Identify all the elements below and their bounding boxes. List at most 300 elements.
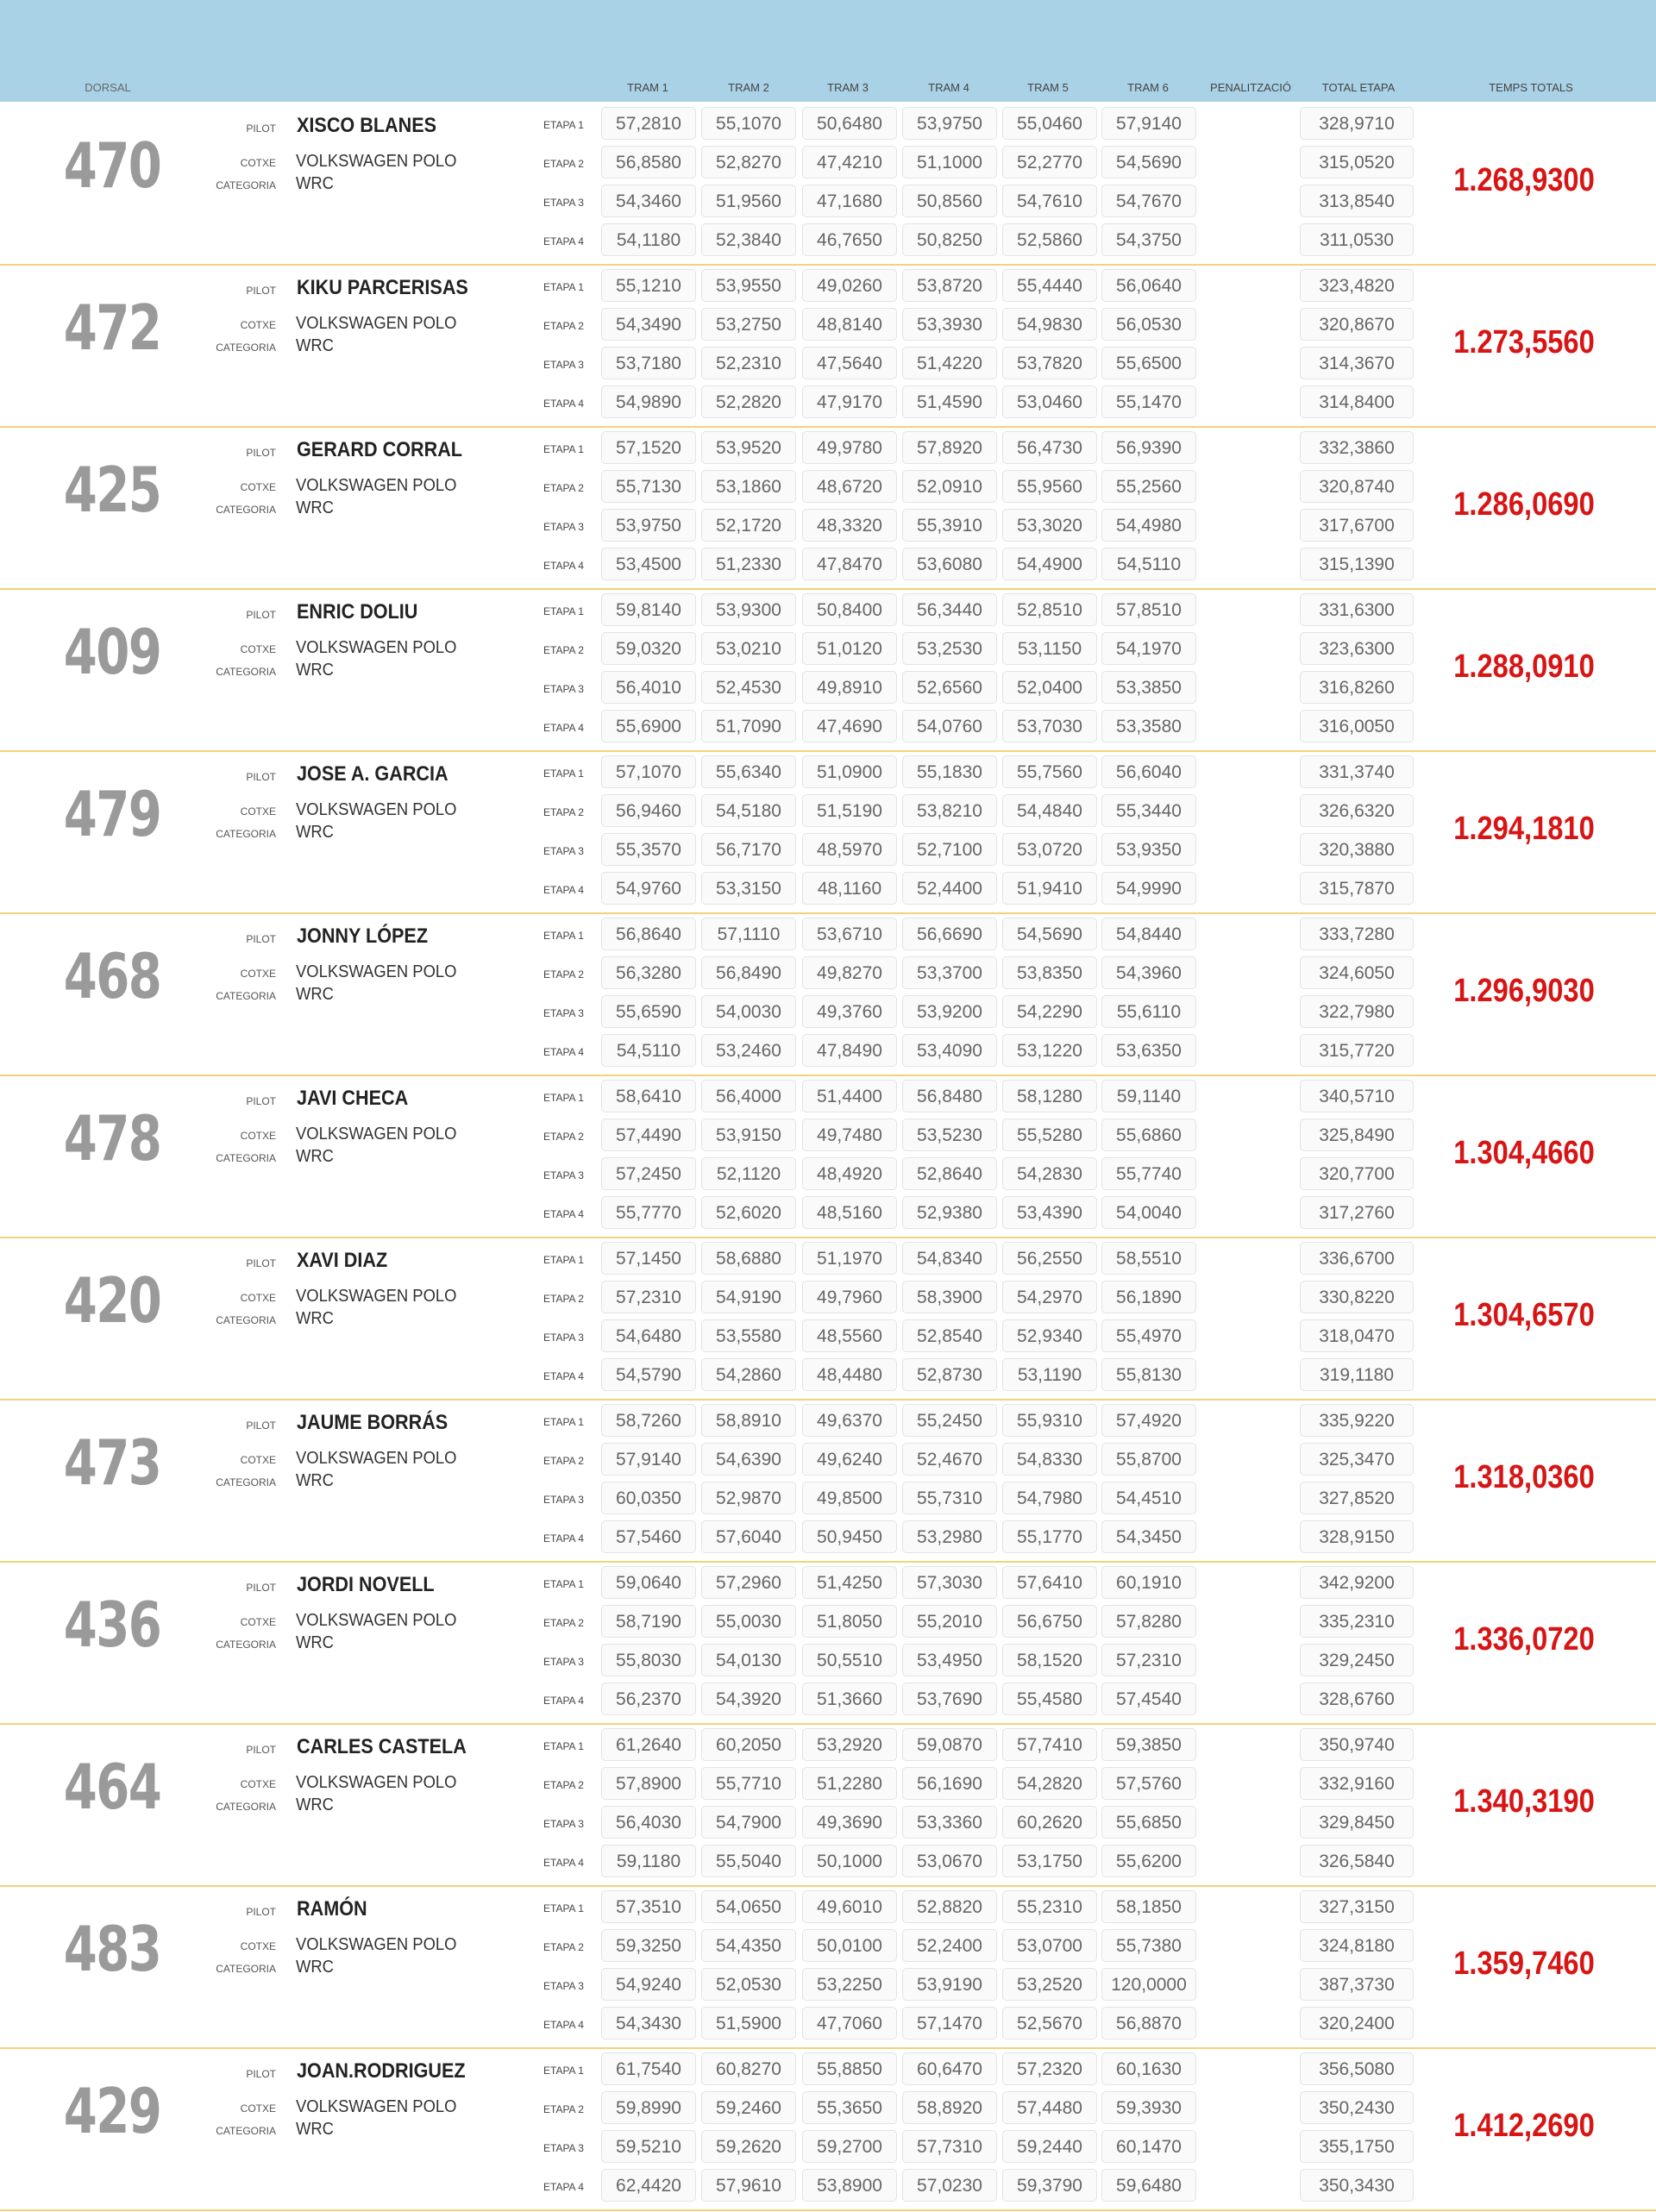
total-etapa-cell: 330,8220 bbox=[1300, 1281, 1414, 1313]
total-etapa-cell: 327,3150 bbox=[1300, 1890, 1414, 1923]
tram-time-cell: 54,0130 bbox=[701, 1644, 796, 1676]
tram-time-cell: 53,9550 bbox=[701, 269, 796, 302]
cotxe-value: VOLKSWAGEN POLO bbox=[296, 1125, 457, 1144]
etapa-label: ETAPA 4 bbox=[543, 235, 584, 248]
tram-time-cell: 52,5670 bbox=[1002, 2007, 1097, 2040]
tram-time-cell: 52,5860 bbox=[1002, 223, 1097, 256]
tram-time-cell: 52,1720 bbox=[701, 509, 796, 542]
tram-time-cell: 48,3320 bbox=[802, 509, 897, 542]
tram-time-cell: 53,0460 bbox=[1002, 385, 1097, 418]
etapa-row bbox=[543, 306, 1423, 342]
categoria-value: WRC bbox=[296, 498, 334, 517]
tram-time-cell: 53,3930 bbox=[902, 308, 997, 341]
tram-time-cell: 52,8820 bbox=[902, 1890, 997, 1923]
tram-time-cell: 53,0210 bbox=[701, 632, 796, 665]
tram-time-cell: 47,8470 bbox=[802, 548, 897, 580]
tram-time-cell: 57,4920 bbox=[1101, 1404, 1196, 1437]
tram-time-cell: 52,2310 bbox=[701, 347, 796, 379]
tram-time-cell: 54,4840 bbox=[1002, 794, 1097, 827]
tram-time-cell: 55,8130 bbox=[1101, 1358, 1196, 1391]
tram-time-cell: 57,6410 bbox=[1002, 1566, 1097, 1599]
tram-time-cell: 55,4580 bbox=[1002, 1682, 1097, 1715]
tram-time-cell: 53,9190 bbox=[902, 1968, 997, 2001]
etapa-label: ETAPA 2 bbox=[543, 1617, 584, 1629]
total-etapa-cell: 328,9710 bbox=[1300, 107, 1414, 140]
categoria-label: CATEGORIA bbox=[216, 1963, 276, 1975]
tram-time-cell: 53,7820 bbox=[1002, 347, 1097, 379]
tram-time-cell: 58,6880 bbox=[701, 1242, 796, 1275]
tram-time-cell: 57,2960 bbox=[701, 1566, 796, 1599]
categoria-label: CATEGORIA bbox=[216, 179, 276, 191]
total-etapa-cell: 328,9150 bbox=[1300, 1520, 1414, 1553]
tram-time-cell: 51,1970 bbox=[802, 1242, 897, 1275]
tram-time-cell: 52,6560 bbox=[902, 671, 997, 704]
etapa-row bbox=[543, 345, 1423, 381]
tram-time-cell: 59,2460 bbox=[701, 2091, 796, 2124]
etapa-row bbox=[543, 993, 1423, 1030]
total-etapa-cell: 319,1180 bbox=[1300, 1358, 1414, 1391]
etapa-row bbox=[543, 222, 1423, 258]
header-penalitzacio: PENALITZACIÓ bbox=[1210, 81, 1291, 94]
tram-time-cell: 57,9610 bbox=[701, 2169, 796, 2202]
tram-time-cell: 48,4920 bbox=[802, 1157, 897, 1190]
tram-time-cell: 53,6710 bbox=[802, 918, 897, 950]
tram-time-cell: 59,3850 bbox=[1101, 1728, 1196, 1761]
etapa-label: ETAPA 1 bbox=[543, 1902, 584, 1914]
tram-time-cell: 53,7690 bbox=[902, 1682, 997, 1715]
tram-time-cell: 48,8140 bbox=[802, 308, 897, 341]
result-block bbox=[0, 1725, 1656, 1887]
etapa-label: ETAPA 3 bbox=[543, 1169, 584, 1181]
dorsal-number: 429 bbox=[63, 2075, 161, 2147]
total-etapa-cell: 314,8400 bbox=[1300, 385, 1414, 418]
tram-time-cell: 57,1470 bbox=[902, 2007, 997, 2040]
tram-time-cell: 54,1180 bbox=[601, 223, 696, 256]
tram-time-cell: 50,0100 bbox=[802, 1929, 897, 1962]
tram-time-cell: 52,9380 bbox=[902, 1196, 997, 1229]
tram-time-cell: 54,5110 bbox=[1101, 548, 1196, 580]
tram-time-cell: 53,9750 bbox=[902, 107, 997, 140]
tram-time-cell: 58,7190 bbox=[601, 1605, 696, 1638]
result-block bbox=[0, 1076, 1656, 1238]
tram-time-cell: 54,5690 bbox=[1101, 146, 1196, 179]
tram-time-cell: 55,6850 bbox=[1101, 1806, 1196, 1839]
cotxe-value: VOLKSWAGEN POLO bbox=[296, 1773, 457, 1792]
tram-time-cell: 53,2980 bbox=[902, 1520, 997, 1553]
etapa-label: ETAPA 3 bbox=[543, 1656, 584, 1668]
tram-time-cell: 52,8510 bbox=[1002, 593, 1097, 626]
tram-time-cell: 55,6200 bbox=[1101, 1845, 1196, 1877]
categoria-label: CATEGORIA bbox=[216, 666, 276, 678]
tram-time-cell: 56,6040 bbox=[1101, 755, 1196, 788]
tram-time-cell: 54,9990 bbox=[1101, 872, 1196, 905]
temps-totals-value: 1.304,6570 bbox=[1453, 1297, 1595, 1333]
etapa-label: ETAPA 2 bbox=[543, 2103, 584, 2115]
tram-time-cell: 58,5510 bbox=[1101, 1242, 1196, 1275]
temps-totals-value: 1.318,0360 bbox=[1453, 1459, 1595, 1495]
tram-time-cell: 54,7670 bbox=[1101, 185, 1196, 217]
tram-time-cell: 51,1000 bbox=[902, 146, 997, 179]
tram-time-cell: 53,9750 bbox=[601, 509, 696, 542]
etapa-label: ETAPA 2 bbox=[543, 320, 584, 332]
temps-totals-value: 1.296,9030 bbox=[1453, 973, 1595, 1009]
tram-time-cell: 53,3850 bbox=[1101, 671, 1196, 704]
tram-time-cell: 51,9410 bbox=[1002, 872, 1097, 905]
pilot-label: PILOT bbox=[246, 1257, 276, 1269]
cotxe-value: VOLKSWAGEN POLO bbox=[296, 1449, 457, 1468]
etapa-label: ETAPA 3 bbox=[543, 359, 584, 371]
tram-time-cell: 54,4350 bbox=[701, 1929, 796, 1962]
tram-time-cell: 55,2310 bbox=[1002, 1890, 1097, 1923]
etapa-label: ETAPA 2 bbox=[543, 158, 584, 170]
total-etapa-cell: 335,9220 bbox=[1300, 1404, 1414, 1437]
etapa-label: ETAPA 1 bbox=[543, 768, 584, 780]
etapa-label: ETAPA 3 bbox=[543, 2142, 584, 2154]
header-tram-2: TRAM 2 bbox=[728, 81, 769, 94]
tram-time-cell: 51,9560 bbox=[701, 185, 796, 217]
tram-time-cell: 57,8920 bbox=[902, 431, 997, 464]
pilot-name: JONNY LÓPEZ bbox=[297, 924, 429, 948]
result-block bbox=[0, 1238, 1656, 1401]
tram-time-cell: 56,8580 bbox=[601, 146, 696, 179]
total-etapa-cell: 335,2310 bbox=[1300, 1605, 1414, 1638]
pilot-name: JOAN.RODRIGUEZ bbox=[297, 2059, 466, 2083]
tram-time-cell: 50,8250 bbox=[902, 223, 997, 256]
etapa-label: ETAPA 3 bbox=[543, 521, 584, 533]
total-etapa-cell: 387,3730 bbox=[1300, 1968, 1414, 2001]
tram-time-cell: 53,9350 bbox=[1101, 833, 1196, 866]
cotxe-label: COTXE bbox=[240, 643, 276, 655]
tram-time-cell: 54,8330 bbox=[1002, 1443, 1097, 1476]
tram-time-cell: 53,2530 bbox=[902, 632, 997, 665]
cotxe-label: COTXE bbox=[240, 2102, 276, 2115]
tram-time-cell: 54,0650 bbox=[701, 1890, 796, 1923]
tram-time-cell: 55,4440 bbox=[1002, 269, 1097, 302]
tram-time-cell: 55,5040 bbox=[701, 1845, 796, 1877]
etapa-row bbox=[543, 1765, 1423, 1802]
tram-time-cell: 56,4000 bbox=[701, 1080, 796, 1112]
etapa-label: ETAPA 3 bbox=[543, 683, 584, 695]
etapa-label: ETAPA 1 bbox=[543, 1254, 584, 1266]
tram-time-cell: 57,4480 bbox=[1002, 2091, 1097, 2124]
tram-time-cell: 49,8270 bbox=[802, 956, 897, 989]
cotxe-value: VOLKSWAGEN POLO bbox=[296, 1611, 457, 1630]
tram-time-cell: 51,7090 bbox=[701, 710, 796, 743]
temps-totals-value: 1.268,9300 bbox=[1453, 162, 1595, 198]
etapa-label: ETAPA 3 bbox=[543, 845, 584, 857]
total-etapa-cell: 315,0520 bbox=[1300, 146, 1414, 179]
result-block bbox=[0, 914, 1656, 1076]
cotxe-value: VOLKSWAGEN POLO bbox=[296, 1287, 457, 1306]
tram-time-cell: 52,2400 bbox=[902, 1929, 997, 1962]
tram-time-cell: 49,3760 bbox=[802, 995, 897, 1028]
pilot-label: PILOT bbox=[246, 933, 276, 945]
tram-time-cell: 57,1520 bbox=[601, 431, 696, 464]
total-etapa-cell: 323,4820 bbox=[1300, 269, 1414, 302]
tram-time-cell: 52,2820 bbox=[701, 385, 796, 418]
tram-time-cell: 56,1690 bbox=[902, 1767, 997, 1800]
dorsal-number: 436 bbox=[63, 1589, 161, 1661]
etapa-row bbox=[543, 1117, 1423, 1153]
tram-time-cell: 55,4970 bbox=[1101, 1319, 1196, 1352]
tram-time-cell: 59,1140 bbox=[1101, 1080, 1196, 1112]
tram-time-cell: 51,2280 bbox=[802, 1767, 897, 1800]
total-etapa-cell: 315,7870 bbox=[1300, 872, 1414, 905]
dorsal-number: 425 bbox=[63, 454, 161, 526]
tram-time-cell: 53,3360 bbox=[902, 1806, 997, 1839]
header-tram-3: TRAM 3 bbox=[827, 81, 869, 94]
pilot-label: PILOT bbox=[246, 609, 276, 621]
etapa-row bbox=[543, 1804, 1423, 1840]
tram-time-cell: 57,2310 bbox=[601, 1281, 696, 1313]
temps-totals-value: 1.304,4660 bbox=[1453, 1135, 1595, 1171]
etapa-label: ETAPA 1 bbox=[543, 1416, 584, 1428]
etapa-label: ETAPA 3 bbox=[543, 197, 584, 209]
tram-time-cell: 55,1470 bbox=[1101, 385, 1196, 418]
categoria-label: CATEGORIA bbox=[216, 1801, 276, 1813]
tram-time-cell: 55,3910 bbox=[902, 509, 997, 542]
tram-time-cell: 54,9830 bbox=[1002, 308, 1097, 341]
cotxe-value: VOLKSWAGEN POLO bbox=[296, 962, 457, 981]
etapa-row bbox=[543, 1357, 1423, 1393]
total-etapa-cell: 329,2450 bbox=[1300, 1644, 1414, 1676]
tram-time-cell: 55,7770 bbox=[601, 1196, 696, 1229]
tram-time-cell: 54,5180 bbox=[701, 794, 796, 827]
total-etapa-cell: 325,3470 bbox=[1300, 1443, 1414, 1476]
tram-time-cell: 52,3840 bbox=[701, 223, 796, 256]
tram-time-cell: 60,8270 bbox=[701, 2052, 796, 2085]
cotxe-label: COTXE bbox=[240, 157, 276, 169]
etapa-row bbox=[543, 1194, 1423, 1231]
tram-time-cell: 59,1180 bbox=[601, 1845, 696, 1877]
etapa-row bbox=[543, 2167, 1423, 2203]
tram-time-cell: 50,1000 bbox=[802, 1845, 897, 1877]
tram-time-cell: 57,3030 bbox=[902, 1566, 997, 1599]
tram-time-cell: 55,8700 bbox=[1101, 1443, 1196, 1476]
etapa-label: ETAPA 2 bbox=[543, 1941, 584, 1953]
tram-time-cell: 54,3920 bbox=[701, 1682, 796, 1715]
tram-time-cell: 48,1160 bbox=[802, 872, 897, 905]
tram-time-cell: 59,8990 bbox=[601, 2091, 696, 2124]
etapa-row bbox=[543, 267, 1423, 304]
cotxe-label: COTXE bbox=[240, 968, 276, 980]
cotxe-value: VOLKSWAGEN POLO bbox=[296, 800, 457, 819]
tram-time-cell: 53,4090 bbox=[902, 1034, 997, 1067]
tram-time-cell: 53,6350 bbox=[1101, 1034, 1196, 1067]
total-etapa-cell: 315,1390 bbox=[1300, 548, 1414, 580]
tram-time-cell: 48,5970 bbox=[802, 833, 897, 866]
tram-time-cell: 53,3150 bbox=[701, 872, 796, 905]
tram-time-cell: 55,6590 bbox=[601, 995, 696, 1028]
tram-time-cell: 56,1890 bbox=[1101, 1281, 1196, 1313]
total-etapa-cell: 317,2760 bbox=[1300, 1196, 1414, 1229]
tram-time-cell: 55,7130 bbox=[601, 470, 696, 503]
tram-time-cell: 59,2440 bbox=[1002, 2130, 1097, 2163]
tram-time-cell: 57,5460 bbox=[601, 1520, 696, 1553]
etapa-row bbox=[543, 384, 1423, 420]
etapa-row bbox=[543, 1927, 1423, 1964]
categoria-value: WRC bbox=[296, 1958, 334, 1977]
temps-totals-value: 1.412,2690 bbox=[1453, 2108, 1595, 2144]
tram-time-cell: 59,3250 bbox=[601, 1929, 696, 1962]
tram-time-cell: 55,8030 bbox=[601, 1644, 696, 1676]
etapa-label: ETAPA 3 bbox=[543, 1980, 584, 1992]
tram-time-cell: 47,5640 bbox=[802, 347, 897, 379]
etapa-label: ETAPA 1 bbox=[543, 930, 584, 942]
pilot-label: PILOT bbox=[246, 771, 276, 783]
etapa-label: ETAPA 4 bbox=[543, 1208, 584, 1220]
total-etapa-cell: 336,6700 bbox=[1300, 1242, 1414, 1275]
tram-time-cell: 56,7170 bbox=[701, 833, 796, 866]
tram-time-cell: 57,5760 bbox=[1101, 1767, 1196, 1800]
tram-time-cell: 58,1280 bbox=[1002, 1080, 1097, 1112]
pilot-label: PILOT bbox=[246, 285, 276, 297]
tram-time-cell: 49,0260 bbox=[802, 269, 897, 302]
etapa-label: ETAPA 4 bbox=[543, 1857, 584, 1869]
tram-time-cell: 54,0030 bbox=[701, 995, 796, 1028]
etapa-label: ETAPA 1 bbox=[543, 2065, 584, 2077]
total-etapa-cell: 333,7280 bbox=[1300, 918, 1414, 950]
etapa-label: ETAPA 1 bbox=[543, 605, 584, 617]
tram-time-cell: 54,3750 bbox=[1101, 223, 1196, 256]
result-block bbox=[0, 1887, 1656, 2049]
etapa-row bbox=[543, 1603, 1423, 1639]
tram-time-cell: 56,8480 bbox=[902, 1080, 997, 1112]
tram-time-cell: 49,8910 bbox=[802, 671, 897, 704]
temps-totals-value: 1.288,0910 bbox=[1453, 649, 1595, 685]
etapa-label: ETAPA 4 bbox=[543, 2181, 584, 2193]
result-block bbox=[0, 2049, 1656, 2211]
tram-time-cell: 55,9310 bbox=[1002, 1404, 1097, 1437]
tram-time-cell: 57,2310 bbox=[1101, 1644, 1196, 1676]
total-etapa-cell: 315,7720 bbox=[1300, 1034, 1414, 1067]
tram-time-cell: 54,3460 bbox=[601, 185, 696, 217]
tram-time-cell: 54,2970 bbox=[1002, 1281, 1097, 1313]
dorsal-number: 470 bbox=[63, 129, 161, 202]
etapa-row bbox=[543, 1156, 1423, 1192]
total-etapa-cell: 320,7700 bbox=[1300, 1157, 1414, 1190]
tram-time-cell: 57,7410 bbox=[1002, 1728, 1097, 1761]
pilot-name: GERARD CORRAL bbox=[297, 438, 462, 461]
tram-time-cell: 52,0400 bbox=[1002, 671, 1097, 704]
etapa-row bbox=[543, 1681, 1423, 1717]
tram-time-cell: 52,9340 bbox=[1002, 1319, 1097, 1352]
tram-time-cell: 55,2560 bbox=[1101, 470, 1196, 503]
etapa-label: ETAPA 4 bbox=[543, 1532, 584, 1545]
total-etapa-cell: 313,8540 bbox=[1300, 185, 1414, 217]
tram-time-cell: 59,0870 bbox=[902, 1728, 997, 1761]
tram-time-cell: 51,4250 bbox=[802, 1566, 897, 1599]
tram-time-cell: 49,6240 bbox=[802, 1443, 897, 1476]
tram-time-cell: 58,6410 bbox=[601, 1080, 696, 1112]
tram-time-cell: 47,8490 bbox=[802, 1034, 897, 1067]
tram-time-cell: 51,0120 bbox=[802, 632, 897, 665]
result-block bbox=[0, 103, 1656, 266]
tram-time-cell: 54,4980 bbox=[1101, 509, 1196, 542]
tram-time-cell: 60,1910 bbox=[1101, 1566, 1196, 1599]
dorsal-number: 473 bbox=[63, 1426, 161, 1499]
tram-time-cell: 53,4500 bbox=[601, 548, 696, 580]
tram-time-cell: 53,7180 bbox=[601, 347, 696, 379]
tram-time-cell: 56,2550 bbox=[1002, 1242, 1097, 1275]
dorsal-number: 409 bbox=[63, 616, 161, 688]
categoria-value: WRC bbox=[296, 1471, 334, 1490]
total-etapa-cell: 316,0050 bbox=[1300, 710, 1414, 743]
tram-time-cell: 47,9170 bbox=[802, 385, 897, 418]
etapa-row bbox=[543, 793, 1423, 829]
tram-time-cell: 52,8730 bbox=[902, 1358, 997, 1391]
total-etapa-cell: 320,8740 bbox=[1300, 470, 1414, 503]
total-etapa-cell: 320,2400 bbox=[1300, 2007, 1414, 2040]
total-etapa-cell: 320,3880 bbox=[1300, 833, 1414, 866]
etapa-label: ETAPA 1 bbox=[543, 1578, 584, 1590]
tram-time-cell: 57,4540 bbox=[1101, 1682, 1196, 1715]
etapa-label: ETAPA 4 bbox=[543, 884, 584, 896]
pilot-name: JORDI NOVELL bbox=[297, 1573, 435, 1596]
tram-time-cell: 54,4900 bbox=[1002, 548, 1097, 580]
categoria-label: CATEGORIA bbox=[216, 1314, 276, 1326]
tram-time-cell: 56,6750 bbox=[1002, 1605, 1097, 1638]
categoria-value: WRC bbox=[296, 1795, 334, 1814]
tram-time-cell: 59,3790 bbox=[1002, 2169, 1097, 2202]
tram-time-cell: 55,7380 bbox=[1101, 1929, 1196, 1962]
tram-time-cell: 56,0530 bbox=[1101, 308, 1196, 341]
tram-time-cell: 55,5280 bbox=[1002, 1119, 1097, 1151]
tram-time-cell: 59,2620 bbox=[701, 2130, 796, 2163]
etapa-label: ETAPA 4 bbox=[543, 1046, 584, 1058]
pilot-label: PILOT bbox=[246, 1095, 276, 1107]
tram-time-cell: 57,2320 bbox=[1002, 2052, 1097, 2085]
total-etapa-cell: 356,5080 bbox=[1300, 2052, 1414, 2085]
total-etapa-cell: 322,7980 bbox=[1300, 995, 1414, 1028]
tram-time-cell: 54,0040 bbox=[1101, 1196, 1196, 1229]
cotxe-label: COTXE bbox=[240, 1292, 276, 1304]
total-etapa-cell: 350,2430 bbox=[1300, 2091, 1414, 2124]
pilot-name: JOSE A. GARCIA bbox=[297, 762, 448, 786]
categoria-value: WRC bbox=[296, 823, 334, 842]
etapa-label: ETAPA 2 bbox=[543, 968, 584, 981]
tram-time-cell: 51,8050 bbox=[802, 1605, 897, 1638]
tram-time-cell: 55,7560 bbox=[1002, 755, 1097, 788]
tram-time-cell: 53,1150 bbox=[1002, 632, 1097, 665]
tram-time-cell: 52,4530 bbox=[701, 671, 796, 704]
tram-time-cell: 54,2830 bbox=[1002, 1157, 1097, 1190]
dorsal-number: 420 bbox=[63, 1264, 161, 1337]
tram-time-cell: 54,1970 bbox=[1101, 632, 1196, 665]
etapa-label: ETAPA 2 bbox=[543, 1779, 584, 1791]
tram-time-cell: 48,5560 bbox=[802, 1319, 897, 1352]
total-etapa-cell: 350,9740 bbox=[1300, 1728, 1414, 1761]
tram-time-cell: 48,4480 bbox=[802, 1358, 897, 1391]
tram-time-cell: 53,8210 bbox=[902, 794, 997, 827]
categoria-value: WRC bbox=[296, 336, 334, 355]
categoria-value: WRC bbox=[296, 174, 334, 193]
tram-time-cell: 55,0460 bbox=[1002, 107, 1097, 140]
etapa-row bbox=[543, 2051, 1423, 2087]
categoria-label: CATEGORIA bbox=[216, 990, 276, 1002]
etapa-row bbox=[543, 105, 1423, 141]
temps-totals-value: 1.273,5560 bbox=[1453, 324, 1595, 360]
etapa-label: ETAPA 1 bbox=[543, 1740, 584, 1752]
pilot-name: XAVI DIAZ bbox=[297, 1249, 388, 1272]
total-etapa-cell: 332,3860 bbox=[1300, 431, 1414, 464]
total-etapa-cell: 331,6300 bbox=[1300, 593, 1414, 626]
tram-time-cell: 47,7060 bbox=[802, 2007, 897, 2040]
categoria-label: CATEGORIA bbox=[216, 342, 276, 354]
cotxe-label: COTXE bbox=[240, 1454, 276, 1466]
cotxe-value: VOLKSWAGEN POLO bbox=[296, 152, 457, 171]
tram-time-cell: 57,1070 bbox=[601, 755, 696, 788]
